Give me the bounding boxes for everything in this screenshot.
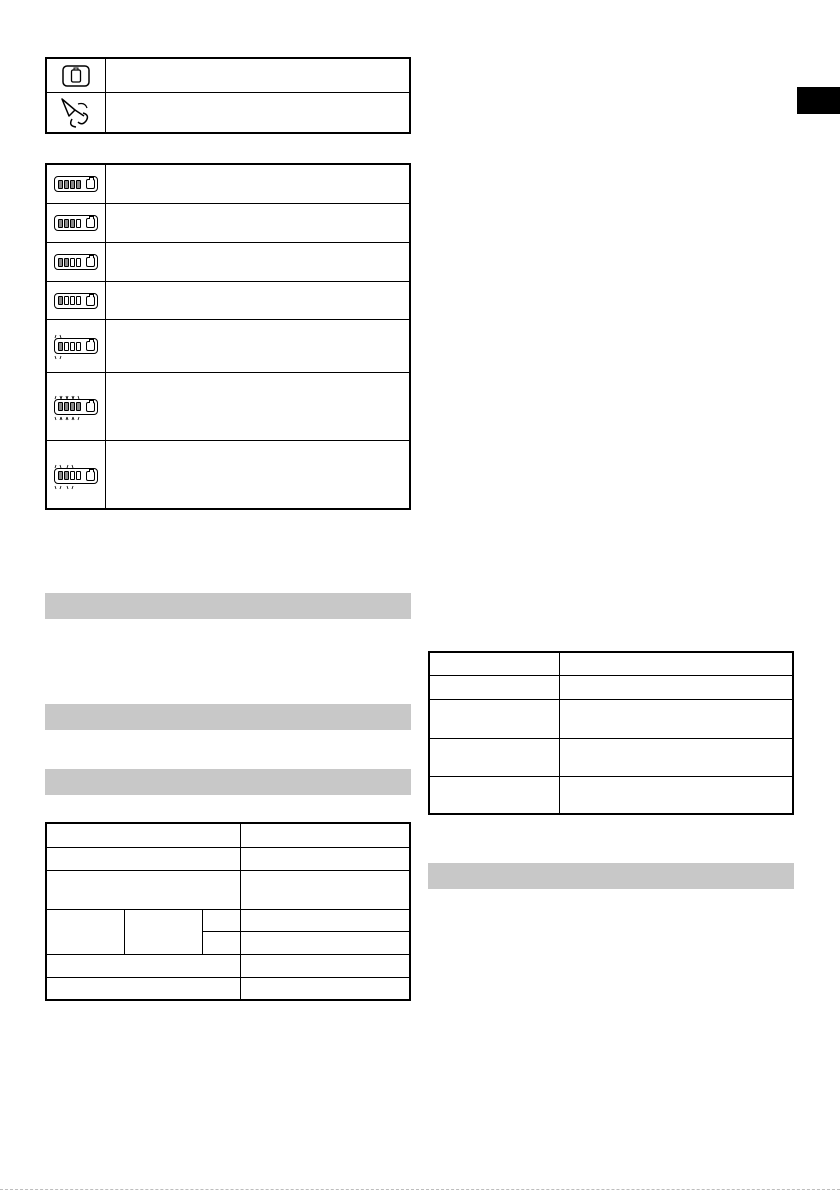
table-row (47, 59, 409, 92)
battery-cap-icon (86, 218, 95, 228)
battery-segment (64, 258, 69, 267)
section-heading-bar (45, 593, 411, 619)
battery-level-4-icon (54, 176, 98, 192)
table-row (47, 440, 409, 510)
specifications-table (45, 822, 411, 1001)
battery-cap-icon (86, 471, 95, 481)
battery-segment (64, 180, 69, 189)
table-row (47, 824, 409, 847)
battery-segment (70, 180, 75, 189)
battery-segment (58, 180, 63, 189)
section-heading-bar (45, 769, 411, 795)
battery-segment (58, 219, 63, 228)
table-row (47, 870, 409, 909)
battery-segment (64, 296, 69, 305)
battery-segment (58, 258, 63, 267)
table-row (47, 92, 409, 132)
battery-segment (58, 342, 63, 351)
table-row (430, 776, 792, 815)
battery-level-1-icon (54, 293, 98, 309)
battery-segment (76, 471, 81, 480)
battery-segment (58, 471, 63, 480)
table-row (47, 954, 409, 977)
battery-level-3-icon (54, 215, 98, 231)
table-row (47, 372, 409, 440)
table-row (47, 847, 409, 870)
battery-segment (70, 258, 75, 267)
battery-segment (76, 180, 81, 189)
battery-segment (70, 219, 75, 228)
section-heading-bar (428, 863, 794, 889)
battery-level-2-icon (54, 254, 98, 270)
battery-segment (70, 342, 75, 351)
table-row (47, 281, 409, 319)
right-table (428, 651, 794, 815)
battery-segment (64, 471, 69, 480)
table-row (47, 319, 409, 372)
battery-segment (70, 471, 75, 480)
battery-icon (62, 65, 90, 87)
battery-segment (70, 402, 75, 411)
overheat-fan-icon (58, 96, 94, 130)
table-row (47, 977, 409, 1001)
table-row (47, 203, 409, 242)
section-heading-bar (45, 704, 411, 730)
battery-segment (64, 342, 69, 351)
table-row (430, 699, 792, 738)
battery-cap-icon (86, 179, 95, 189)
table-row (430, 675, 792, 699)
battery-segment (58, 402, 63, 411)
battery-cap-icon (86, 296, 95, 306)
page-bottom-edge (0, 1189, 840, 1190)
battery-segment (76, 342, 81, 351)
battery-cap-icon (86, 341, 95, 351)
language-tab (797, 87, 840, 114)
table-row (47, 165, 409, 203)
table-row (430, 653, 792, 675)
table-row (430, 738, 792, 776)
battery-segment (58, 296, 63, 305)
table-row (47, 909, 409, 954)
battery-segment (70, 296, 75, 305)
battery-segment (64, 402, 69, 411)
battery-cap-icon (86, 402, 95, 412)
battery-segment (76, 402, 81, 411)
battery-segment (76, 296, 81, 305)
battery-level-table (45, 163, 411, 510)
indicator-table (45, 57, 411, 134)
battery-segment (76, 219, 81, 228)
table-row (47, 242, 409, 281)
battery-cap-icon (86, 257, 95, 267)
battery-level-alternate-blinking-icon (54, 468, 98, 484)
battery-segment (76, 258, 81, 267)
battery-segment (64, 219, 69, 228)
battery-level-1-blinking-icon (54, 338, 98, 354)
battery-level-all-blinking-icon (54, 399, 98, 415)
